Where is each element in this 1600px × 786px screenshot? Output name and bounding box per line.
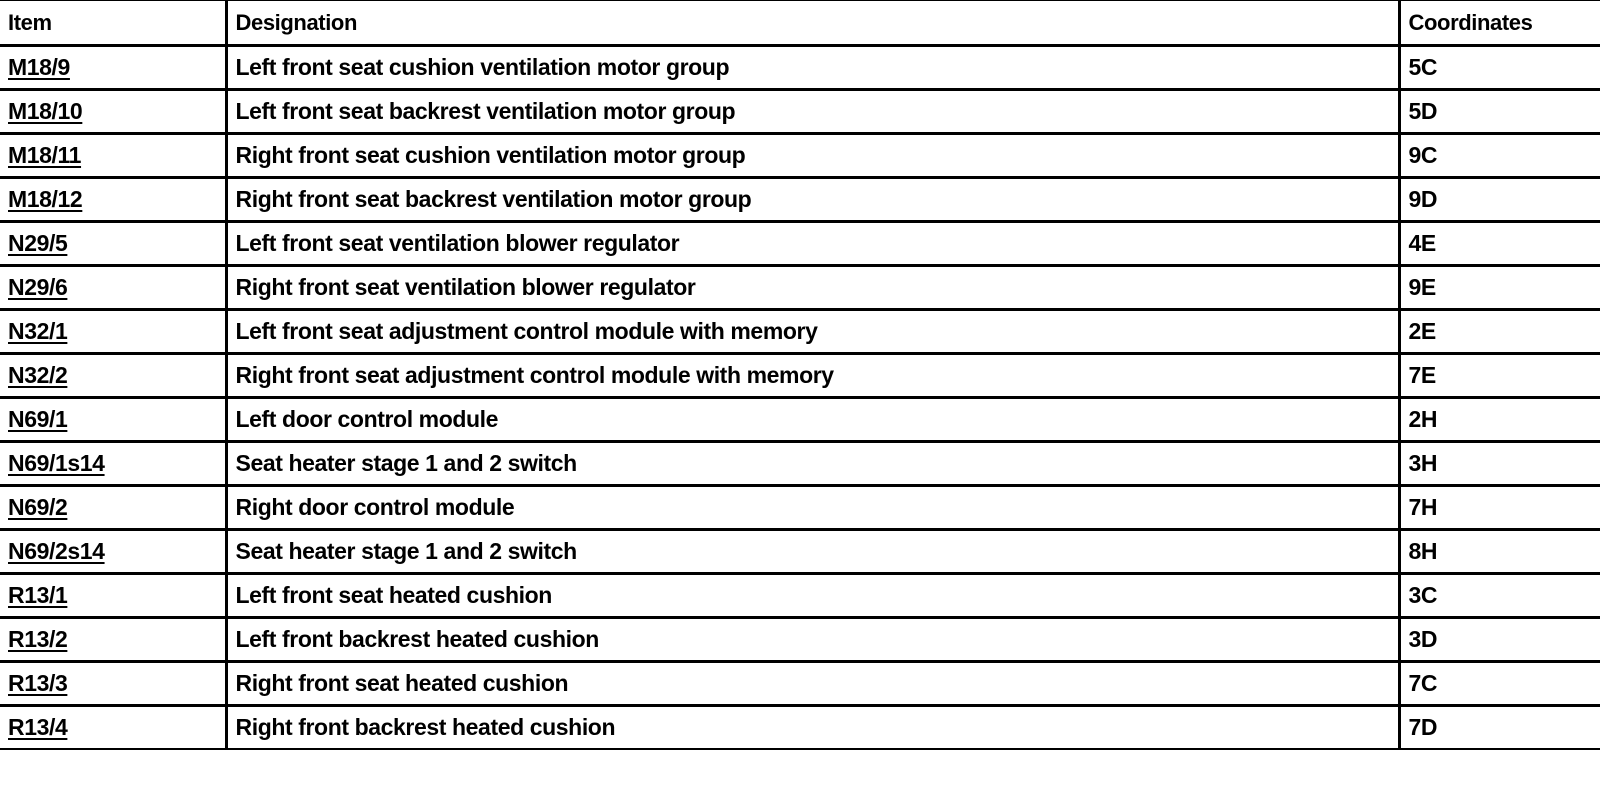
item-cell xyxy=(0,134,226,178)
coordinates-cell: 3D xyxy=(1399,618,1600,662)
coordinates-cell: 4E xyxy=(1399,222,1600,266)
designation-cell: Seat heater stage 1 and 2 switch xyxy=(226,530,1399,574)
coordinates-cell: 5C xyxy=(1399,46,1600,90)
designation-cell: Left front seat heated cushion xyxy=(226,574,1399,618)
item-link[interactable]: N29/5 xyxy=(8,230,68,256)
item-cell xyxy=(0,398,226,442)
item-link[interactable]: N69/2 xyxy=(8,494,68,520)
item-link[interactable]: M18/12 xyxy=(8,186,83,212)
item-cell xyxy=(0,706,226,750)
coordinates-cell: 7E xyxy=(1399,354,1600,398)
item-cell xyxy=(0,178,226,222)
designation-cell: Left front seat backrest ventilation motor group xyxy=(226,90,1399,134)
item-cell xyxy=(0,310,226,354)
designation-cell: Right front seat ventilation blower regulator xyxy=(226,266,1399,310)
table-row xyxy=(0,310,1600,354)
item-cell xyxy=(0,222,226,266)
table-row xyxy=(0,90,1600,134)
table-row xyxy=(0,398,1600,442)
item-cell xyxy=(0,618,226,662)
column-header-coordinates: Coordinates xyxy=(1399,1,1600,46)
item-link[interactable]: N32/1 xyxy=(8,318,68,344)
item-cell xyxy=(0,486,226,530)
table-row xyxy=(0,222,1600,266)
item-cell xyxy=(0,442,226,486)
item-link[interactable]: M18/10 xyxy=(8,98,83,124)
table-row xyxy=(0,706,1600,750)
coordinates-cell: 7H xyxy=(1399,486,1600,530)
item-cell xyxy=(0,574,226,618)
table-row xyxy=(0,266,1600,310)
item-link[interactable]: N29/6 xyxy=(8,274,68,300)
item-link[interactable]: R13/2 xyxy=(8,626,68,652)
coordinates-cell: 2E xyxy=(1399,310,1600,354)
designation-cell: Right front seat heated cushion xyxy=(226,662,1399,706)
item-link[interactable]: R13/3 xyxy=(8,670,68,696)
table-header xyxy=(0,1,1600,46)
designation-cell: Right door control module xyxy=(226,486,1399,530)
coordinates-cell: 8H xyxy=(1399,530,1600,574)
item-link[interactable]: N69/1 xyxy=(8,406,68,432)
item-link[interactable]: N69/2s14 xyxy=(8,538,105,564)
designation-cell: Right front seat cushion ventilation motor group xyxy=(226,134,1399,178)
table-row xyxy=(0,178,1600,222)
item-cell xyxy=(0,90,226,134)
designation-cell: Left front backrest heated cushion xyxy=(226,618,1399,662)
item-link[interactable]: N69/1s14 xyxy=(8,450,105,476)
coordinates-cell: 9E xyxy=(1399,266,1600,310)
coordinates-cell: 3H xyxy=(1399,442,1600,486)
coordinates-cell: 5D xyxy=(1399,90,1600,134)
coordinates-cell: 7D xyxy=(1399,706,1600,750)
header-row xyxy=(0,1,1600,46)
table-row xyxy=(0,574,1600,618)
item-link[interactable]: R13/4 xyxy=(8,714,68,740)
item-cell xyxy=(0,662,226,706)
designation-cell: Right front backrest heated cushion xyxy=(226,706,1399,750)
table-row xyxy=(0,354,1600,398)
column-header-designation: Designation xyxy=(226,1,1399,46)
table-body xyxy=(0,46,1600,750)
designation-cell: Left front seat ventilation blower regulator xyxy=(226,222,1399,266)
designation-cell: Right front seat backrest ventilation motor group xyxy=(226,178,1399,222)
coordinates-cell: 2H xyxy=(1399,398,1600,442)
designation-cell: Left door control module xyxy=(226,398,1399,442)
table-row xyxy=(0,618,1600,662)
table-row xyxy=(0,442,1600,486)
item-cell xyxy=(0,354,226,398)
item-cell xyxy=(0,266,226,310)
coordinates-cell: 9D xyxy=(1399,178,1600,222)
designation-cell: Left front seat cushion ventilation motor group xyxy=(226,46,1399,90)
table-row xyxy=(0,662,1600,706)
table-row xyxy=(0,486,1600,530)
coordinates-cell: 3C xyxy=(1399,574,1600,618)
designation-cell: Left front seat adjustment control module with memory xyxy=(226,310,1399,354)
table-row xyxy=(0,530,1600,574)
coordinates-cell: 7C xyxy=(1399,662,1600,706)
table-row xyxy=(0,134,1600,178)
table-row xyxy=(0,46,1600,90)
item-cell xyxy=(0,46,226,90)
item-link[interactable]: M18/11 xyxy=(8,142,82,168)
item-cell xyxy=(0,530,226,574)
designation-cell: Right front seat adjustment control module with memory xyxy=(226,354,1399,398)
designation-cell: Seat heater stage 1 and 2 switch xyxy=(226,442,1399,486)
item-link[interactable]: N32/2 xyxy=(8,362,68,388)
coordinates-cell: 9C xyxy=(1399,134,1600,178)
item-link[interactable]: R13/1 xyxy=(8,582,68,608)
item-link[interactable]: M18/9 xyxy=(8,54,70,80)
column-header-item: Item xyxy=(0,1,226,46)
